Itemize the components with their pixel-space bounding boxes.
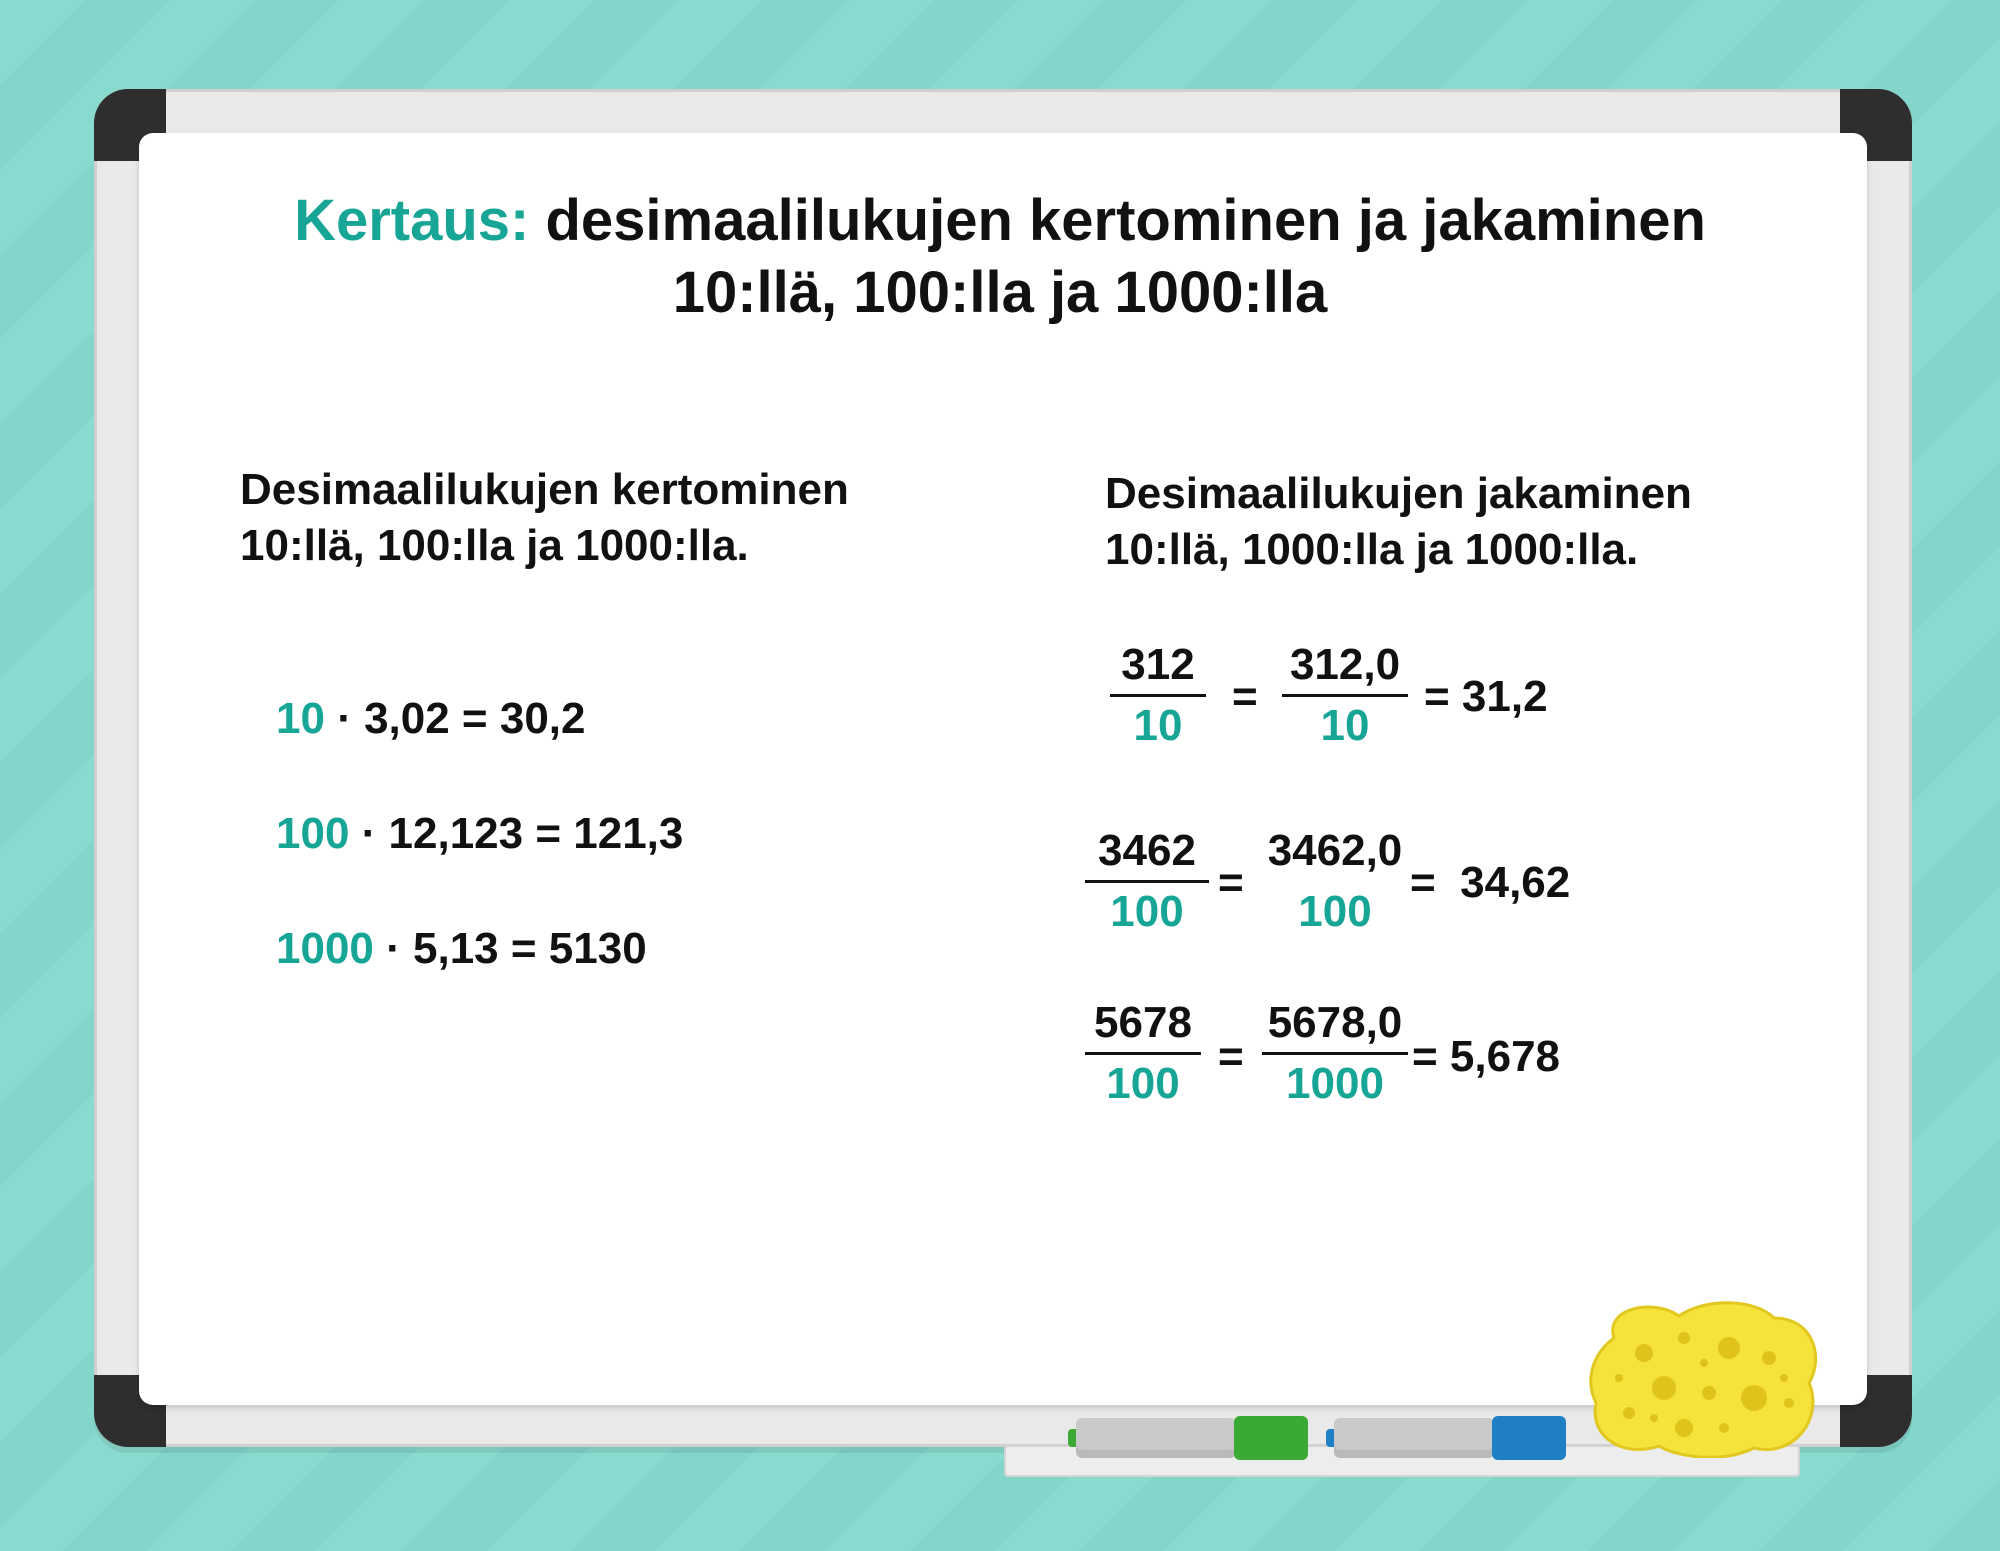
- multiplication-heading-line2: 10:llä, 100:lla ja 1000:lla.: [240, 521, 749, 570]
- fraction-bar: [1085, 880, 1209, 883]
- multiplication-heading-line1: Desimaalilukujen kertominen: [240, 465, 849, 514]
- fraction-bar: [1110, 694, 1206, 697]
- green-marker-icon[interactable]: [1068, 1418, 1308, 1458]
- fraction-bar: [1085, 1052, 1201, 1055]
- fraction-numerator: 312,0: [1289, 640, 1401, 689]
- marker-body: [1076, 1418, 1236, 1458]
- multiplication-equation-1: [276, 694, 585, 744]
- fraction: [1085, 826, 1209, 937]
- fraction-numerator: 3462: [1098, 826, 1196, 875]
- division-heading: [1105, 466, 1692, 578]
- page-title: [180, 185, 1820, 329]
- division-heading-line2: 10:llä, 1000:lla ja 1000:lla.: [1105, 525, 1639, 574]
- blue-marker-icon[interactable]: [1326, 1418, 1566, 1458]
- equals-sign: =: [1218, 1032, 1244, 1081]
- fraction-bar: [1262, 1052, 1408, 1055]
- division-result: = 5,678: [1412, 1032, 1561, 1081]
- fraction-denominator: 100: [1298, 887, 1372, 936]
- division-result: = 31,2: [1424, 672, 1548, 721]
- fraction-denominator: 10: [1133, 701, 1183, 750]
- fraction-denominator: 10: [1320, 701, 1370, 750]
- multiplication-equation-2: [276, 809, 683, 859]
- fraction-denominator: 100: [1106, 1059, 1180, 1108]
- fraction: [1085, 998, 1201, 1109]
- multiplication-equation-3: [276, 924, 647, 974]
- fraction-denominator: 1000: [1286, 1059, 1384, 1108]
- fraction-numerator: 312: [1121, 640, 1195, 689]
- fraction-numerator: 3462,0: [1267, 826, 1403, 875]
- division-heading-line1: Desimaalilukujen jakaminen: [1105, 469, 1692, 518]
- equation-rest: · 3,02 = 30,2: [337, 694, 586, 743]
- marker-cap: [1234, 1416, 1308, 1460]
- fraction-denominator: 100: [1110, 887, 1184, 936]
- sponge-icon[interactable]: [1584, 1298, 1822, 1458]
- fraction: [1110, 640, 1206, 751]
- fraction-bar: [1262, 880, 1408, 883]
- equation-rest: · 12,123 = 121,3: [361, 809, 684, 858]
- fraction: [1282, 640, 1408, 751]
- equation-rest: · 5,13 = 5130: [386, 924, 647, 973]
- marker-body: [1334, 1418, 1494, 1458]
- title-line2: 10:llä, 100:lla ja 1000:lla: [672, 260, 1328, 325]
- multiplication-heading: [240, 462, 849, 574]
- equals-sign: =: [1218, 858, 1244, 907]
- equation-factor: 100: [276, 809, 350, 858]
- fraction-numerator: 5678: [1094, 998, 1192, 1047]
- equation-factor: 10: [276, 694, 325, 743]
- title-line1: desimaalilukujen kertominen ja jakaminen: [545, 188, 1706, 253]
- equals-sign: =: [1232, 672, 1258, 721]
- fraction-bar: [1282, 694, 1408, 697]
- marker-cap: [1492, 1416, 1566, 1460]
- fraction: [1262, 826, 1408, 937]
- fraction-numerator: 5678,0: [1267, 998, 1403, 1047]
- fraction: [1262, 998, 1408, 1109]
- equation-factor: 1000: [276, 924, 374, 973]
- division-result: = 34,62: [1410, 858, 1571, 907]
- title-prefix: Kertaus:: [294, 188, 530, 253]
